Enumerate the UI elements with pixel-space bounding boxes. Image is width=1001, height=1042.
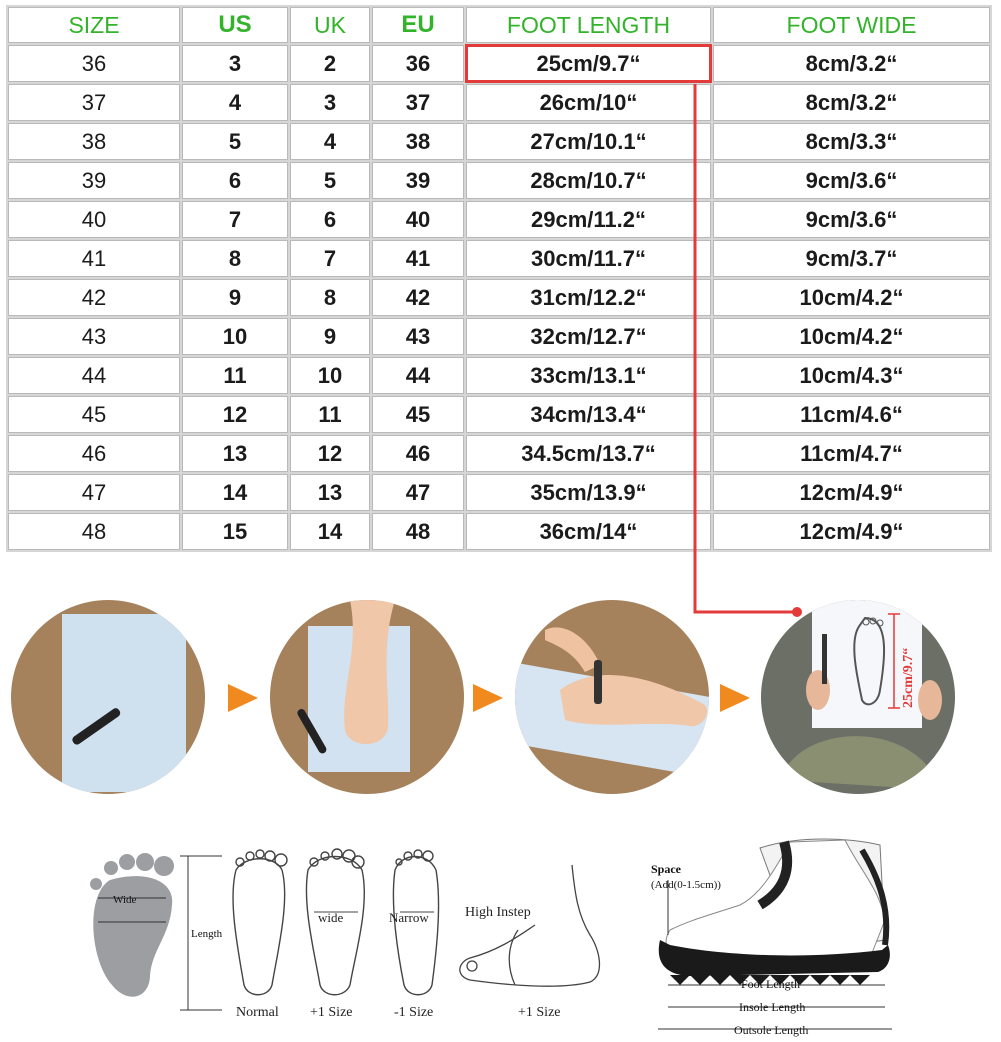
foot-wide-cell: 8cm/3.2“	[713, 45, 990, 82]
foot-wide-cell: 9cm/3.6“	[713, 201, 990, 238]
foot-length-cell: 35cm/13.9“	[466, 474, 711, 511]
eu-cell: 44	[372, 357, 464, 394]
foot-wide-cell: 12cm/4.9“	[713, 474, 990, 511]
step-4-result	[760, 590, 960, 810]
foot-length-cell: 30cm/11.7“	[466, 240, 711, 277]
foot-outline-normal	[233, 850, 287, 995]
header-uk: UK	[290, 7, 370, 43]
eu-cell: 45	[372, 396, 464, 433]
uk-cell: 11	[290, 396, 370, 433]
header-eu: EU	[372, 7, 464, 43]
foot-type-tag-wide: wide	[318, 910, 344, 925]
us-cell: 10	[182, 318, 288, 355]
size-cell: 48	[8, 513, 180, 550]
eu-cell: 48	[372, 513, 464, 550]
insole-length-label: Insole Length	[739, 1000, 806, 1014]
size-cell: 43	[8, 318, 180, 355]
foot-type-tag-narrow: Narrow	[389, 910, 429, 925]
eu-cell: 42	[372, 279, 464, 316]
header-foot-length: FOOT LENGTH	[466, 7, 711, 43]
foot-length-cell: 32cm/12.7“	[466, 318, 711, 355]
us-cell: 3	[182, 45, 288, 82]
foot-wide-cell: 10cm/4.2“	[713, 279, 990, 316]
high-instep-title: High Instep	[465, 905, 531, 920]
eu-cell: 38	[372, 123, 464, 160]
foot-length-cell: 28cm/10.7“	[466, 162, 711, 199]
high-instep-note: +1 Size	[518, 1005, 561, 1020]
foot-length-label: Foot Length	[741, 977, 800, 991]
us-cell: 5	[182, 123, 288, 160]
outsole-length-label: Outsole Length	[734, 1023, 809, 1037]
header-size: SIZE	[8, 7, 180, 43]
foot-wide-cell: 10cm/4.3“	[713, 357, 990, 394]
eu-cell: 43	[372, 318, 464, 355]
foot-length-cell: 26cm/10“	[466, 84, 711, 121]
foot-type-wide-label: +1 Size	[310, 1005, 353, 1020]
arrow-step-3-to-4	[720, 684, 750, 712]
step-3-trace-foot	[505, 590, 736, 810]
size-cell: 36	[8, 45, 180, 82]
us-cell: 4	[182, 84, 288, 121]
step-2-foot-on-paper	[260, 590, 480, 810]
header-us: US	[182, 7, 288, 43]
uk-cell: 4	[290, 123, 370, 160]
uk-cell: 13	[290, 474, 370, 511]
foot-wide-cell: 12cm/4.9“	[713, 513, 990, 550]
foot-type-narrow-label: -1 Size	[394, 1005, 434, 1020]
foot-wide-cell: 9cm/3.6“	[713, 162, 990, 199]
arrow-step-2-to-3	[473, 684, 503, 712]
size-cell: 45	[8, 396, 180, 433]
foot-length-cell: 29cm/11.2“	[466, 201, 711, 238]
foot-wide-cell: 8cm/3.3“	[713, 123, 990, 160]
foot-length-cell: 36cm/14“	[466, 513, 711, 550]
us-cell: 7	[182, 201, 288, 238]
uk-cell: 14	[290, 513, 370, 550]
uk-cell: 7	[290, 240, 370, 277]
result-measure-label: 25cm/9.7“	[901, 647, 916, 708]
foot-wide-cell: 11cm/4.7“	[713, 435, 990, 472]
eu-cell: 46	[372, 435, 464, 472]
us-cell: 13	[182, 435, 288, 472]
arrow-step-1-to-2	[228, 684, 258, 712]
us-cell: 14	[182, 474, 288, 511]
connector-line	[695, 84, 796, 612]
space-title: Space	[651, 862, 681, 876]
uk-cell: 9	[290, 318, 370, 355]
foot-length-cell: 27cm/10.1“	[466, 123, 711, 160]
foot-type-normal-label: Normal	[236, 1005, 279, 1020]
us-cell: 8	[182, 240, 288, 277]
us-cell: 12	[182, 396, 288, 433]
foot-length-cell: 25cm/9.7“	[466, 45, 711, 82]
uk-cell: 5	[290, 162, 370, 199]
foot-length-cell: 34cm/13.4“	[466, 396, 711, 433]
foot-length-cell: 33cm/13.1“	[466, 357, 711, 394]
uk-cell: 12	[290, 435, 370, 472]
eu-cell: 39	[372, 162, 464, 199]
eu-cell: 47	[372, 474, 464, 511]
uk-cell: 10	[290, 357, 370, 394]
us-cell: 15	[182, 513, 288, 550]
size-cell: 41	[8, 240, 180, 277]
uk-cell: 8	[290, 279, 370, 316]
eu-cell: 37	[372, 84, 464, 121]
length-label: Length	[191, 928, 223, 940]
size-cell: 38	[8, 123, 180, 160]
foot-wide-cell: 9cm/3.7“	[713, 240, 990, 277]
foot-length-cell: 31cm/12.2“	[466, 279, 711, 316]
us-cell: 11	[182, 357, 288, 394]
size-cell: 39	[8, 162, 180, 199]
foot-length-cell: 34.5cm/13.7“	[466, 435, 711, 472]
foot-wide-cell: 8cm/3.2“	[713, 84, 990, 121]
connector-dot	[792, 607, 802, 617]
size-cell: 44	[8, 357, 180, 394]
space-note: (Add(0-1.5cm))	[651, 879, 721, 891]
eu-cell: 40	[372, 201, 464, 238]
eu-cell: 36	[372, 45, 464, 82]
uk-cell: 2	[290, 45, 370, 82]
foot-wide-cell: 10cm/4.2“	[713, 318, 990, 355]
size-cell: 47	[8, 474, 180, 511]
uk-cell: 3	[290, 84, 370, 121]
size-cell: 42	[8, 279, 180, 316]
size-cell: 46	[8, 435, 180, 472]
size-cell: 37	[8, 84, 180, 121]
high-instep-diagram	[460, 865, 600, 986]
us-cell: 6	[182, 162, 288, 199]
us-cell: 9	[182, 279, 288, 316]
foot-wide-cell: 11cm/4.6“	[713, 396, 990, 433]
header-foot-wide: FOOT WIDE	[713, 7, 990, 43]
size-cell: 40	[8, 201, 180, 238]
uk-cell: 6	[290, 201, 370, 238]
wide-label: Wide	[113, 894, 137, 906]
eu-cell: 41	[372, 240, 464, 277]
step-1-paper-pen	[0, 590, 220, 810]
